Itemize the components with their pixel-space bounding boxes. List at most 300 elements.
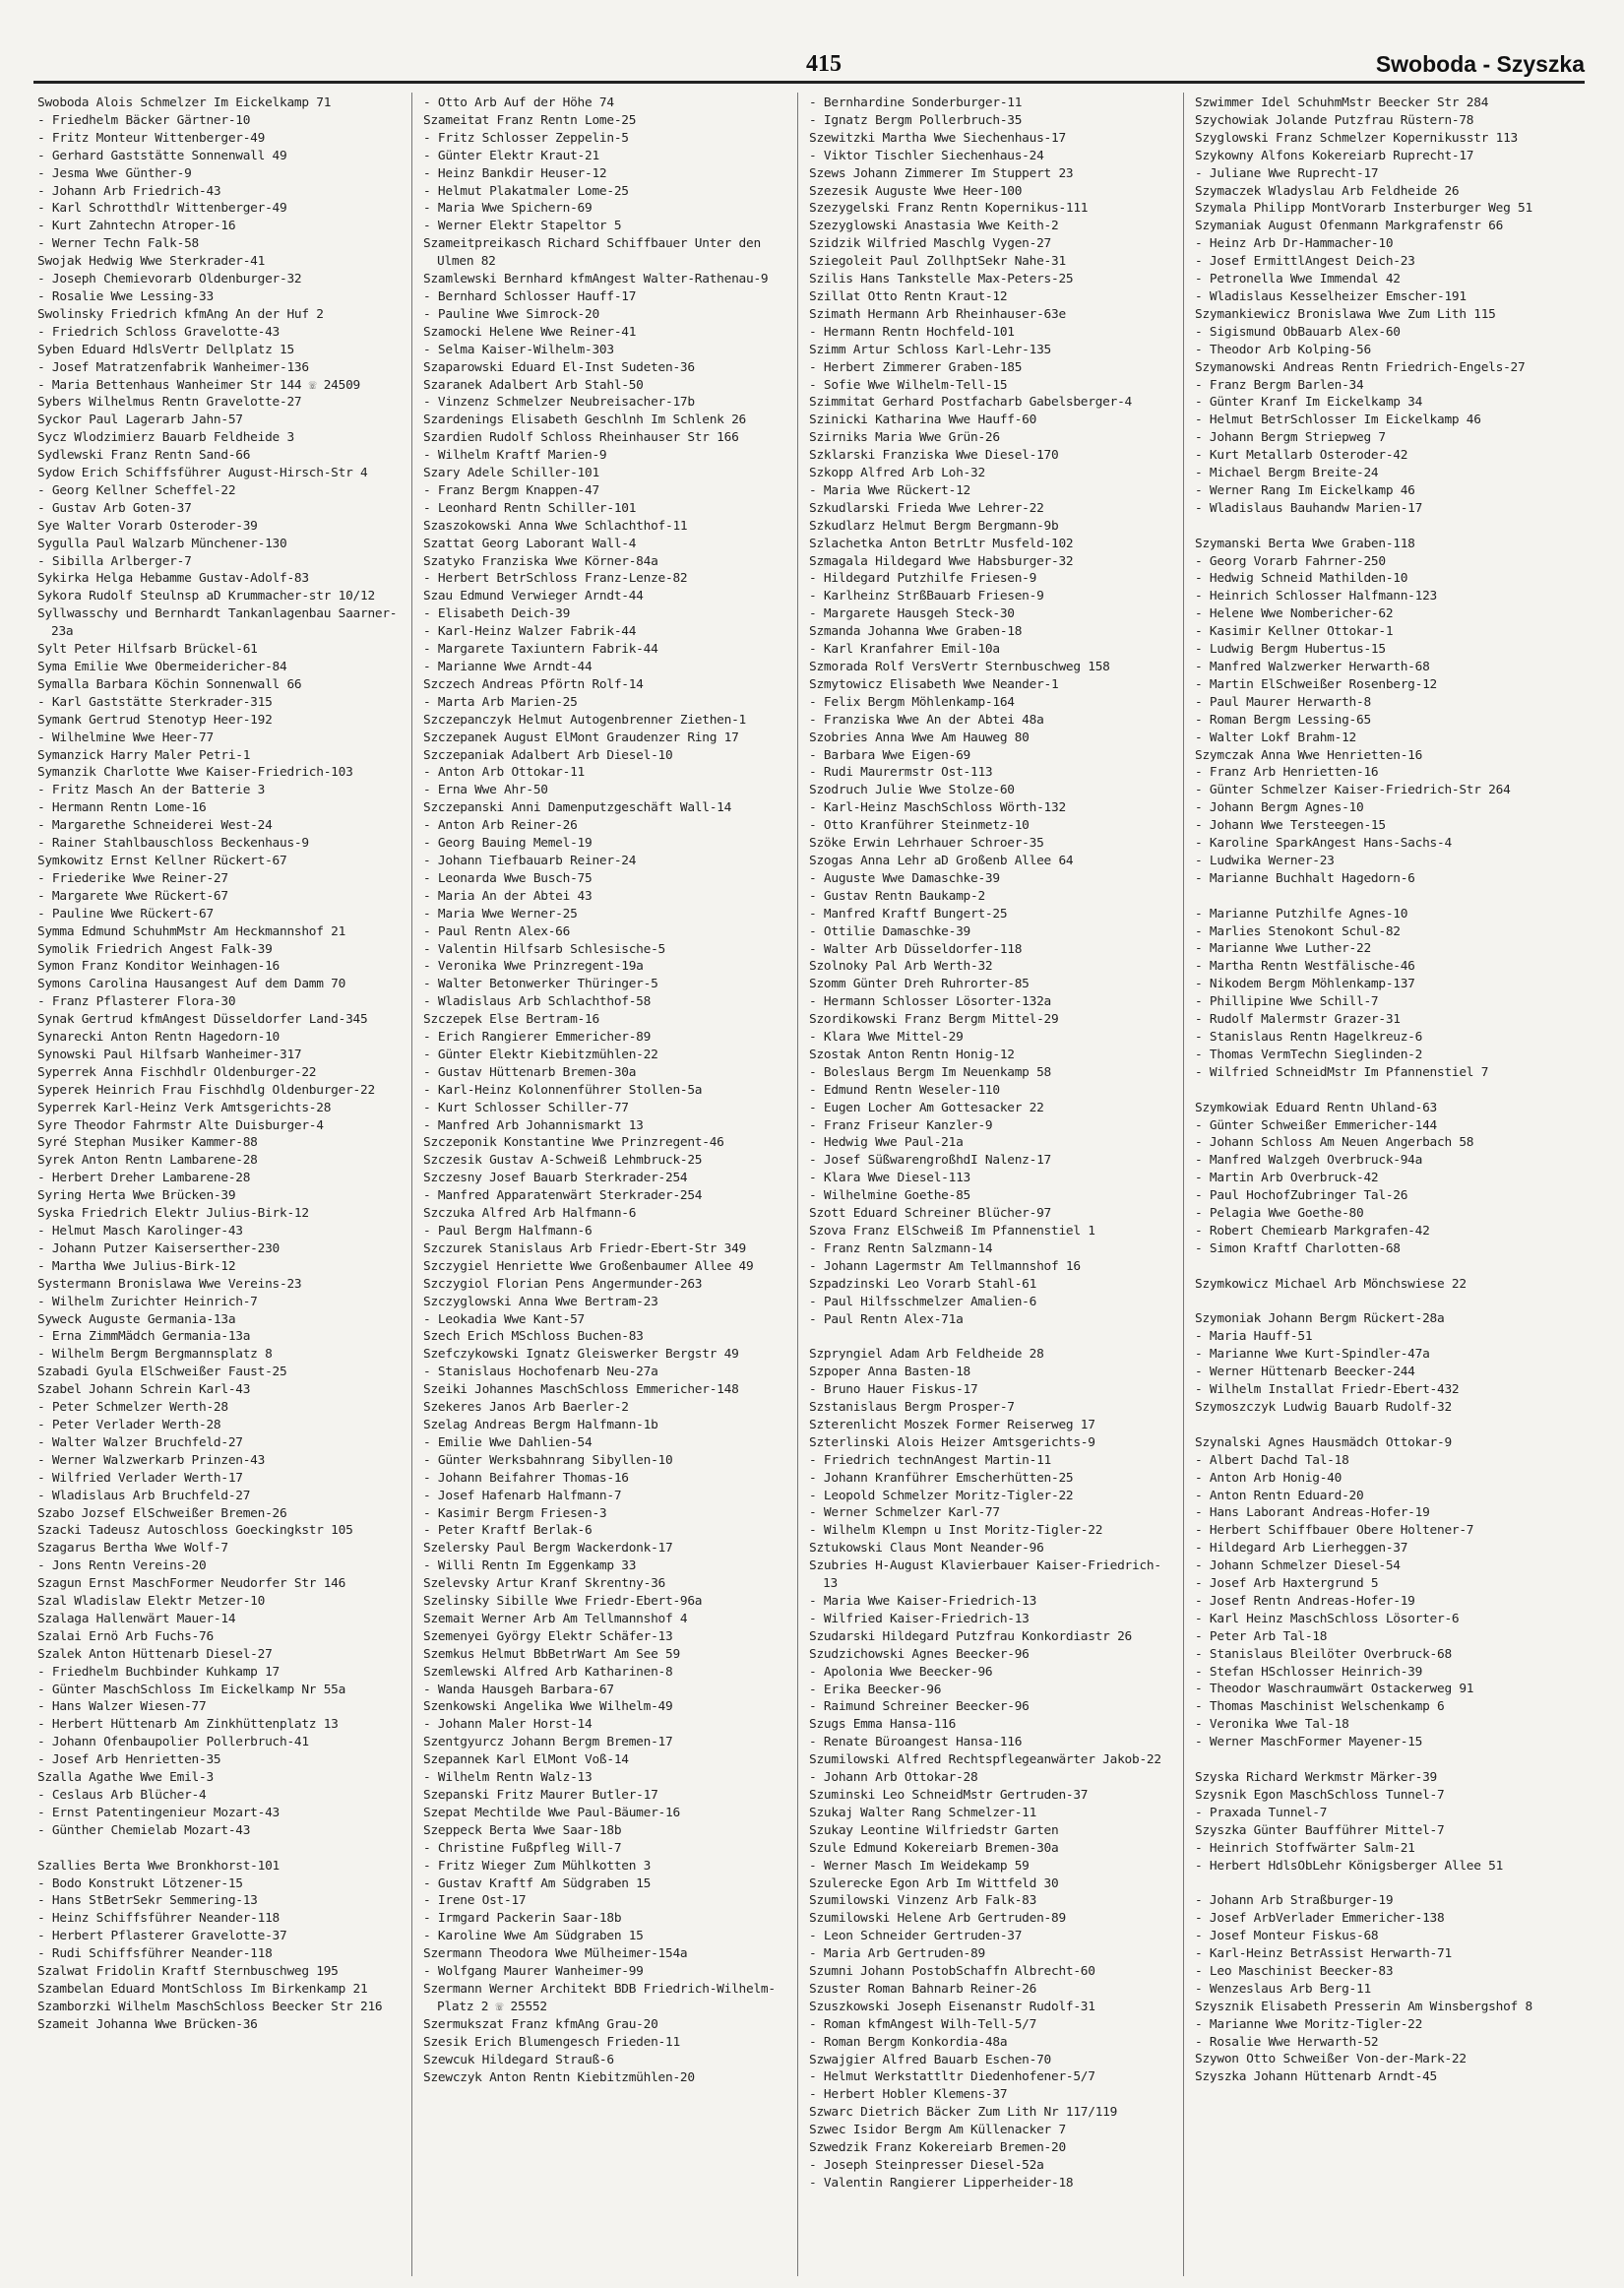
directory-entry: Szefczykowski Ignatz Gleiswerker Bergstr 49 xyxy=(423,1347,739,1363)
directory-entry: - Günther Chemielab Mozart-43 xyxy=(37,1822,251,1838)
directory-entry: Szesik Erich Blumengesch Frieden-11 xyxy=(423,2034,680,2050)
directory-entry: - Pelagia Wwe Goethe-80 xyxy=(1195,1206,1364,1222)
directory-entry: - Sigismund ObBauarb Alex-60 xyxy=(1195,324,1401,340)
directory-entry: Szentgyurcz Johann Bergm Bremen-17 xyxy=(423,1735,673,1750)
entry-spacer xyxy=(1195,1294,1557,1311)
directory-entry: - Bodo Konstrukt Lötzener-15 xyxy=(37,1875,243,1891)
directory-entry: Synak Gertrud kfmAngest Düsseldorfer Land-345 xyxy=(37,1012,368,1028)
directory-entry: - Werner Walzwerkarb Prinzen-43 xyxy=(37,1452,266,1468)
directory-entry: Szogas Anna Lehr aD Großenb Allee 64 xyxy=(809,853,1074,868)
directory-entry: Szymczak Anna Wwe Henrietten-16 xyxy=(1195,747,1423,763)
directory-entry: - Bruno Hauer Fiskus-17 xyxy=(809,1382,978,1398)
directory-entry: - Valentin Hilfsarb Schlesische-5 xyxy=(423,941,665,957)
directory-entry: - Karoline Wwe Am Südgraben 15 xyxy=(423,1929,644,1944)
directory-entry: Szelag Andreas Bergm Halfmann-1b xyxy=(423,1417,658,1432)
directory-entry: - Otto Kranführer Steinmetz-10 xyxy=(809,818,1030,834)
directory-entry: - Friedhelm Buchbinder Kuhkamp 17 xyxy=(37,1664,280,1680)
directory-entry: - Martin Arb Overbruck-42 xyxy=(1195,1171,1379,1186)
directory-entry: Sykora Rudolf Steulnsp aD Krummacher-str 10/12 xyxy=(37,589,375,604)
directory-entry: - Fritz Masch An der Batterie 3 xyxy=(37,783,266,798)
directory-entry: Szermann Werner Architekt BDB Friedrich-Wilhelm-Platz 2 ☏ 25552 xyxy=(423,1981,776,2014)
directory-entry: - Werner Masch Im Weidekamp 59 xyxy=(809,1858,1030,1874)
directory-entry: - Johann Wwe Tersteegen-15 xyxy=(1195,818,1386,834)
directory-entry: - Joseph Steinpresser Diesel-52a xyxy=(809,2158,1044,2174)
directory-entry: - Georg Vorarb Fahrner-250 xyxy=(1195,553,1386,569)
directory-entry: Szelersky Paul Bergm Wackerdonk-17 xyxy=(423,1541,673,1557)
directory-entry: - Leonhard Rentn Schiller-101 xyxy=(423,500,637,516)
directory-entry: - Albert Dachd Tal-18 xyxy=(1195,1452,1349,1468)
column-divider xyxy=(797,93,798,2276)
directory-entry: - Johann Arb Friedrich-43 xyxy=(37,183,221,199)
directory-entry: Szczygiol Florian Pens Angermunder-263 xyxy=(423,1276,703,1292)
directory-entry: Szimath Hermann Arb Rheinhauser-63e xyxy=(809,306,1066,322)
directory-entry: - Bernhard Schlosser Hauff-17 xyxy=(423,288,637,304)
directory-entry: - Kurt Schlosser Schiller-77 xyxy=(423,1100,629,1115)
directory-entry: Syperrek Anna Fischhdlr Oldenburger-22 xyxy=(37,1064,317,1080)
directory-entry: - Gustav Rentn Baukamp-2 xyxy=(809,888,985,904)
directory-entry: - Nikodem Bergm Möhlenkamp-137 xyxy=(1195,977,1415,992)
directory-entry: - Wanda Hausgeh Barbara-67 xyxy=(423,1682,614,1697)
entry-spacer xyxy=(1195,1082,1557,1100)
directory-entry: - Günter Schmelzer Kaiser-Friedrich-Str 264 xyxy=(1195,783,1511,798)
directory-entry: Szemlewski Alfred Arb Katharinen-8 xyxy=(423,1664,673,1680)
directory-entry: Szysnik Egon MaschSchloss Tunnel-7 xyxy=(1195,1787,1445,1803)
directory-entry: - Wilhelm Zurichter Heinrich-7 xyxy=(37,1294,258,1309)
directory-entry: Szimmitat Gerhard Postfacharb Gabelsberger-4 xyxy=(809,395,1132,411)
directory-entry: - Friedrich Schloss Gravelotte-43 xyxy=(37,324,280,340)
directory-entry: Szezyglowski Anastasia Wwe Keith-2 xyxy=(809,219,1059,234)
directory-entry: - Ceslaus Arb Blücher-4 xyxy=(37,1788,207,1803)
directory-entry: Swojak Hedwig Wwe Sterkrader-41 xyxy=(37,254,266,270)
directory-entry: - Herbert HdlsObLehr Königsberger Allee 51 xyxy=(1195,1858,1504,1874)
directory-entry: - Gustav Hüttenarb Bremen-30a xyxy=(423,1064,637,1080)
directory-entry: - Johann Lagermstr Am Tellmannshof 16 xyxy=(809,1258,1081,1274)
directory-entry: - Martha Rentn Westfälische-46 xyxy=(1195,959,1415,975)
running-head: Swoboda - Szyszka xyxy=(1375,51,1585,77)
directory-entry: - Johann Kranführer Emscherhütten-25 xyxy=(809,1470,1074,1486)
directory-entry: Szysznik Elisabeth Presserin Am Winsbergshof 8 xyxy=(1195,1999,1532,2014)
directory-entry: Szezygelski Franz Rentn Kopernikus-111 xyxy=(809,201,1089,217)
directory-entry: Syrek Anton Rentn Lambarene-28 xyxy=(37,1153,258,1169)
directory-entry: Szaparowski Eduard El-Inst Sudeten-36 xyxy=(423,359,695,375)
directory-entry: Syben Eduard HdlsVertr Dellplatz 15 xyxy=(37,342,294,357)
directory-entry: - Paul Maurer Herwarth-8 xyxy=(1195,694,1371,710)
directory-entry: - Christine Fußpfleg Will-7 xyxy=(423,1840,622,1856)
directory-entry: - Franziska Wwe An der Abtei 48a xyxy=(809,712,1044,728)
directory-entry: - Helene Wwe Nombericher-62 xyxy=(1195,606,1394,622)
directory-entry: - Elisabeth Deich-39 xyxy=(423,606,571,622)
directory-entry: Szczesik Gustav A-Schweiß Lehmbruck-25 xyxy=(423,1153,703,1169)
directory-entry: - Paul Rentn Alex-71a xyxy=(809,1311,964,1327)
directory-entry: Szamborzki Wilhelm MaschSchloss Beecker Str 216 xyxy=(37,1999,383,2014)
directory-entry: Szamocki Helene Wwe Reiner-41 xyxy=(423,324,637,340)
directory-entry: Szepannek Karl ElMont Voß-14 xyxy=(423,1752,629,1768)
directory-entry: Symons Carolina Hausangest Auf dem Damm 70 xyxy=(37,977,346,992)
directory-entry: Szatyko Franziska Wwe Körner-84a xyxy=(423,553,658,569)
directory-entry: - Praxada Tunnel-7 xyxy=(1195,1805,1328,1820)
directory-entry: Szabo Jozsef ElSchweißer Bremen-26 xyxy=(37,1505,287,1521)
directory-entry: - Karl-Heinz BetrAssist Herwarth-71 xyxy=(1195,1946,1452,1962)
directory-entry: - Hedwig Schneid Mathilden-10 xyxy=(1195,571,1408,587)
directory-entry: Szpadzinski Leo Vorarb Stahl-61 xyxy=(809,1276,1037,1292)
directory-entry: - Wolfgang Maurer Wanheimer-99 xyxy=(423,1964,644,1980)
directory-entry: Szmagala Hildegard Wwe Habsburger-32 xyxy=(809,553,1074,569)
directory-entry: Szelinsky Sibille Wwe Friedr-Ebert-96a xyxy=(423,1594,703,1610)
directory-entry: - Herbert Hobler Klemens-37 xyxy=(809,2087,1008,2103)
directory-entry: Synowski Paul Hilfsarb Wanheimer-317 xyxy=(37,1047,302,1062)
page-number: 415 xyxy=(806,51,842,77)
directory-entry: - Sibilla Arlberger-7 xyxy=(37,553,192,569)
directory-entry: Szczyglowski Anna Wwe Bertram-23 xyxy=(423,1294,658,1309)
directory-entry: - Leon Schneider Gertruden-37 xyxy=(809,1929,1023,1944)
directory-entry: - Maria Bettenhaus Wanheimer Str 144 ☏ 24509 xyxy=(37,377,360,393)
directory-entry: Szal Wladislaw Elektr Metzer-10 xyxy=(37,1594,266,1610)
directory-entry: Syckor Paul Lagerarb Jahn-57 xyxy=(37,413,243,428)
directory-entry: - Phillipine Wwe Schill-7 xyxy=(1195,994,1379,1010)
directory-entry: Syring Herta Wwe Brücken-39 xyxy=(37,1188,236,1204)
directory-entry: - Juliane Wwe Ruprecht-17 xyxy=(1195,165,1379,181)
directory-entry: Szott Eduard Schreiner Blücher-97 xyxy=(809,1206,1051,1222)
directory-entry: - Wilhelm Kraftf Marien-9 xyxy=(423,448,607,464)
directory-entry: - Pauline Wwe Rückert-67 xyxy=(37,906,214,922)
directory-entry: - Marlies Stenokont Schul-82 xyxy=(1195,923,1401,939)
directory-entry: Szwajgier Alfred Bauarb Eschen-70 xyxy=(809,2052,1051,2067)
directory-entry: - Simon Kraftf Charlotten-68 xyxy=(1195,1240,1401,1256)
directory-entry: - Herbert Hüttenarb Am Zinkhüttenplatz 13 xyxy=(37,1717,339,1733)
directory-entry: - Karl Kranfahrer Emil-10a xyxy=(809,642,1000,658)
directory-entry: Szumni Johann PostobSchaffn Albrecht-60 xyxy=(809,1964,1095,1980)
directory-entry: - Michael Bergm Breite-24 xyxy=(1195,466,1379,481)
directory-entry: Sydow Erich Schiffsführer August-Hirsch-Str 4 xyxy=(37,466,368,481)
directory-entry: - Barbara Wwe Eigen-69 xyxy=(809,747,970,763)
directory-entry: Szumilowski Helene Arb Gertruden-89 xyxy=(809,1911,1066,1927)
directory-entry: Szeppeck Berta Wwe Saar-18b xyxy=(423,1822,622,1838)
directory-entry: Szepat Mechtilde Wwe Paul-Bäumer-16 xyxy=(423,1805,680,1820)
directory-entry: - Johann Arb Straßburger-19 xyxy=(1195,1893,1394,1909)
directory-entry: - Erika Beecker-96 xyxy=(809,1682,942,1697)
directory-entry: Szalla Agathe Wwe Emil-3 xyxy=(37,1770,214,1786)
directory-entry: Szermukszat Franz kfmAng Grau-20 xyxy=(423,2016,658,2032)
directory-entry: Szpoper Anna Basten-18 xyxy=(809,1365,970,1380)
directory-entry: Szkudlarski Frieda Wwe Lehrer-22 xyxy=(809,500,1044,516)
directory-entry: Syweck Auguste Germania-13a xyxy=(37,1311,236,1327)
directory-entry: Symanzick Harry Maler Petri-1 xyxy=(37,747,251,763)
directory-entry: - Ludwika Werner-23 xyxy=(1195,853,1335,868)
directory-entry: Szeiki Johannes MaschSchloss Emmericher-148 xyxy=(423,1382,739,1398)
directory-entry: - Hans StBetrSekr Semmering-13 xyxy=(37,1893,258,1909)
directory-entry: Szklarski Franziska Wwe Diesel-170 xyxy=(809,448,1059,464)
directory-entry: Szalek Anton Hüttenarb Diesel-27 xyxy=(37,1646,273,1662)
directory-entry: - Josef ArbVerlader Emmericher-138 xyxy=(1195,1911,1445,1927)
directory-entry: - Anton Arb Honig-40 xyxy=(1195,1470,1343,1486)
directory-entry: Szodruch Julie Wwe Stolze-60 xyxy=(809,783,1015,798)
directory-entry: Szlachetka Anton BetrLtr Musfeld-102 xyxy=(809,536,1074,551)
directory-entry: - Georg Bauing Memel-19 xyxy=(423,836,593,852)
directory-entry: - Manfred Arb Johannismarkt 13 xyxy=(423,1117,644,1133)
directory-entry: Szterenlicht Moszek Former Reiserweg 17 xyxy=(809,1417,1095,1432)
directory-entry: - Günter Schweißer Emmericher-144 xyxy=(1195,1117,1437,1133)
directory-entry: Szambelan Eduard MontSchloss Im Birkenkamp 21 xyxy=(37,1981,368,1997)
directory-entry: - Johann Putzer Kaiserserther-230 xyxy=(37,1240,280,1256)
directory-entry: - Marianne Wwe Arndt-44 xyxy=(423,660,593,674)
directory-entry: - Kasimir Bergm Friesen-3 xyxy=(423,1505,607,1521)
directory-entry: - Margarete Taxiuntern Fabrik-44 xyxy=(423,642,658,658)
directory-entry: - Raimund Schreiner Beecker-96 xyxy=(809,1699,1030,1715)
directory-entry: Szumilowski Alfred Rechtspflegeanwärter Jakob-22 xyxy=(809,1752,1161,1768)
directory-entry: Szykowny Alfons Kokereiarb Ruprecht-17 xyxy=(1195,148,1474,163)
directory-entry: - Peter Schmelzer Werth-28 xyxy=(37,1400,228,1416)
directory-entry: Szilis Hans Tankstelle Max-Peters-25 xyxy=(809,272,1074,287)
directory-entry: - Werner Rang Im Eickelkamp 46 xyxy=(1195,482,1415,498)
directory-entry: - Werner MaschFormer Mayener-15 xyxy=(1195,1735,1423,1750)
directory-entry: Szinicki Katharina Wwe Hauff-60 xyxy=(809,413,1037,428)
directory-entry: - Stanislaus Bleilöter Overbruck-68 xyxy=(1195,1646,1452,1662)
directory-entry: - Günter Werksbahnrang Sibyllen-10 xyxy=(423,1452,673,1468)
directory-entry: - Peter Verlader Werth-28 xyxy=(37,1417,221,1432)
directory-entry: - Sofie Wwe Wilhelm-Tell-15 xyxy=(809,377,1008,393)
directory-entry: - Karoline SparkAngest Hans-Sachs-4 xyxy=(1195,836,1452,852)
directory-entry: Szudarski Hildegard Putzfrau Konkordiastr 26 xyxy=(809,1628,1132,1644)
entry-spacer xyxy=(37,1840,400,1858)
directory-entry: Sygulla Paul Walzarb Münchener-130 xyxy=(37,536,287,551)
directory-entry: - Heinz Bankdir Heuser-12 xyxy=(423,165,607,181)
directory-entry: Szameitpreikasch Richard Schiffbauer Unter den Ulmen 82 xyxy=(423,236,761,270)
directory-entry: Syma Emilie Wwe Obermeidericher-84 xyxy=(37,660,287,674)
directory-entry: Szöke Erwin Lehrhauer Schroer-35 xyxy=(809,836,1044,852)
directory-entry: Sziegoleit Paul ZollhptSekr Nahe-31 xyxy=(809,254,1066,270)
directory-entry: Szwedzik Franz Kokereiarb Bremen-20 xyxy=(809,2140,1066,2156)
directory-entry: - Erna Wwe Ahr-50 xyxy=(423,783,548,798)
directory-entry: - Günter Kranf Im Eickelkamp 34 xyxy=(1195,395,1423,411)
directory-entry: - Erich Rangierer Emmericher-89 xyxy=(423,1030,652,1046)
directory-entry: Szirniks Maria Wwe Grün-26 xyxy=(809,430,1000,446)
directory-entry: Syllwasschy und Bernhardt Tankanlagenbau Saarner-23a xyxy=(37,606,398,640)
directory-entry: Szczepanski Anni Damenputzgeschäft Wall-14 xyxy=(423,800,732,816)
directory-entry: - Paul Bergm Halfmann-6 xyxy=(423,1224,593,1239)
directory-entry: Szezesik Auguste Wwe Heer-100 xyxy=(809,183,1023,199)
directory-entry: Szymankiewicz Bronislawa Wwe Zum Lith 115 xyxy=(1195,306,1496,322)
directory-entry: - Theodor Waschraumwärt Ostackerweg 91 xyxy=(1195,1682,1474,1697)
directory-entry: - Jesma Wwe Günther-9 xyxy=(37,165,192,181)
directory-entry: - Otto Arb Auf der Höhe 74 xyxy=(423,95,614,110)
directory-entry: - Margarete Hausgeh Steck-30 xyxy=(809,606,1015,622)
directory-entry: Szczepanczyk Helmut Autogenbrenner Ziethen-1 xyxy=(423,712,746,728)
directory-entry: - Johann Maler Horst-14 xyxy=(423,1717,593,1733)
directory-entry: - Karl Schrotthdlr Wittenberger-49 xyxy=(37,201,287,217)
entry-spacer xyxy=(1195,1875,1557,1892)
directory-entry: - Heinrich Schlosser Halfmann-123 xyxy=(1195,589,1437,604)
directory-entry: Szenkowski Angelika Wwe Wilhelm-49 xyxy=(423,1699,673,1715)
directory-entry: - Gustav Kraftf Am Südgraben 15 xyxy=(423,1875,652,1891)
directory-entry: - Walter Arb Düsseldorfer-118 xyxy=(809,941,1023,957)
directory-entry: Szwarc Dietrich Bäcker Zum Lith Nr 117/119 xyxy=(809,2105,1118,2121)
header-rule xyxy=(33,81,1585,84)
directory-entry: Szelevsky Artur Kranf Skrentny-36 xyxy=(423,1576,665,1592)
directory-entry: Szemenyei György Elektr Schäfer-13 xyxy=(423,1628,673,1644)
directory-entry: - Marta Arb Marien-25 xyxy=(423,694,578,710)
directory-entry: - Roman kfmAngest Wilh-Tell-5/7 xyxy=(809,2016,1037,2032)
directory-entry: Szpryngiel Adam Arb Feldheide 28 xyxy=(809,1347,1044,1363)
directory-entry: Szemkus Helmut BbBetrWart Am See 59 xyxy=(423,1646,680,1662)
directory-entry: - Marianne Putzhilfe Agnes-10 xyxy=(1195,906,1408,922)
directory-entry: Szczygiel Henriette Wwe Großenbaumer Allee 49 xyxy=(423,1258,754,1274)
directory-entry: - Paul Rentn Alex-66 xyxy=(423,923,571,939)
directory-entry: Szalai Ernö Arb Fuchs-76 xyxy=(37,1628,214,1644)
directory-entry: Szugs Emma Hansa-116 xyxy=(809,1717,957,1733)
directory-entry: - Josef Monteur Fiskus-68 xyxy=(1195,1929,1379,1944)
directory-entry: Sylt Peter Hilfsarb Brückel-61 xyxy=(37,642,258,658)
directory-entry: Szterlinski Alois Heizer Amtsgerichts-9 xyxy=(809,1434,1095,1450)
directory-entry: Szalwat Fridolin Kraftf Sternbuschweg 195 xyxy=(37,1964,339,1980)
directory-entry: Szymoniak Johann Bergm Rückert-28a xyxy=(1195,1311,1445,1327)
directory-entry: - Hedwig Wwe Paul-21a xyxy=(809,1135,964,1151)
directory-entry: Szuminski Leo SchneidMstr Gertruden-37 xyxy=(809,1787,1089,1803)
directory-entry: - Boleslaus Bergm Im Neuenkamp 58 xyxy=(809,1064,1051,1080)
directory-entry: Szmorada Rolf VersVertr Sternbuschweg 158 xyxy=(809,660,1110,674)
directory-entry: Szary Adele Schiller-101 xyxy=(423,466,599,481)
directory-entry: Szamlewski Bernhard kfmAngest Walter-Rathenau-9 xyxy=(423,272,769,287)
directory-entry: Szczech Andreas Pförtn Rolf-14 xyxy=(423,676,644,692)
directory-entry: Symon Franz Konditor Weinhagen-16 xyxy=(37,959,280,975)
directory-entry: - Josef Arb Henrietten-35 xyxy=(37,1752,221,1768)
directory-entry: Szczeponik Konstantine Wwe Prinzregent-46 xyxy=(423,1135,724,1151)
directory-entry: - Herbert Zimmerer Graben-185 xyxy=(809,359,1023,375)
directory-entry: - Willi Rentn Im Eggenkamp 33 xyxy=(423,1558,637,1574)
directory-entry: Szywon Otto Schweißer Von-der-Mark-22 xyxy=(1195,2052,1467,2067)
directory-entry: - Theodor Arb Kolping-56 xyxy=(1195,342,1371,357)
directory-entry: - Johann Beifahrer Thomas-16 xyxy=(423,1470,629,1486)
directory-entry: Szabadi Gyula ElSchweißer Faust-25 xyxy=(37,1365,287,1380)
directory-entry: - Roman Bergm Lessing-65 xyxy=(1195,712,1371,728)
directory-entry: Szardien Rudolf Schloss Rheinhauser Str 166 xyxy=(423,430,739,446)
directory-entry: - Ernst Patentingenieur Mozart-43 xyxy=(37,1805,280,1820)
directory-entry: - Jons Rentn Vereins-20 xyxy=(37,1558,207,1574)
directory-entry: - Felix Bergm Möhlenkamp-164 xyxy=(809,694,1015,710)
directory-entry: - Johann Schloss Am Neuen Angerbach 58 xyxy=(1195,1135,1474,1151)
directory-entry: - Heinz Arb Dr-Hammacher-10 xyxy=(1195,236,1394,252)
directory-entry: Szymkowiak Eduard Rentn Uhland-63 xyxy=(1195,1100,1437,1115)
directory-entry: - Walter Walzer Bruchfeld-27 xyxy=(37,1434,243,1450)
directory-entry: - Leonarda Wwe Busch-75 xyxy=(423,870,593,886)
directory-entry: - Petronella Wwe Immendal 42 xyxy=(1195,272,1401,287)
directory-entry: - Vinzenz Schmelzer Neubreisacher-17b xyxy=(423,395,695,411)
directory-entry: Szobries Anna Wwe Am Hauweg 80 xyxy=(809,730,1030,745)
directory-entry: Szczepek Else Bertram-16 xyxy=(423,1012,599,1028)
directory-entry: - Martha Wwe Julius-Birk-12 xyxy=(37,1258,236,1274)
directory-entry: - Marianne Wwe Moritz-Tigler-22 xyxy=(1195,2016,1423,2032)
directory-entry: - Karl-Heinz MaschSchloss Wörth-132 xyxy=(809,800,1066,816)
entry-spacer xyxy=(809,1328,1171,1346)
directory-entry: - Veronika Wwe Tal-18 xyxy=(1195,1717,1349,1733)
directory-entry: - Wilhelm Klempn u Inst Moritz-Tigler-22 xyxy=(809,1523,1103,1539)
directory-entry: - Hildegard Arb Lierheggen-37 xyxy=(1195,1541,1408,1557)
directory-entry: - Maria Wwe Werner-25 xyxy=(423,906,578,922)
directory-entry: - Manfred Kraftf Bungert-25 xyxy=(809,906,1008,922)
directory-entry: - Rosalie Wwe Herwarth-52 xyxy=(1195,2034,1379,2050)
directory-entry: - Ludwig Bergm Hubertus-15 xyxy=(1195,642,1386,658)
directory-entry: - Johann Arb Ottokar-28 xyxy=(809,1770,978,1786)
directory-entry: - Maria Arb Gertruden-89 xyxy=(809,1946,985,1962)
directory-entry: - Leokadia Wwe Kant-57 xyxy=(423,1311,585,1327)
directory-entry: - Thomas VermTechn Sieglinden-2 xyxy=(1195,1047,1423,1062)
directory-entry: Szymaniak August Ofenmann Markgrafenstr 66 xyxy=(1195,219,1504,234)
directory-entry: Szillat Otto Rentn Kraut-12 xyxy=(809,288,1008,304)
directory-entry: - Johann Schmelzer Diesel-54 xyxy=(1195,1558,1401,1574)
directory-entry: - Ignatz Bergm Pollerbruch-35 xyxy=(809,112,1023,128)
directory-entry: - Günter MaschSchloss Im Eickelkamp Nr 55a xyxy=(37,1682,346,1697)
directory-entry: - Josef Rentn Andreas-Hofer-19 xyxy=(1195,1593,1415,1609)
directory-entry: Szova Franz ElSchweiß Im Pfannenstiel 1 xyxy=(809,1224,1095,1239)
directory-entry: - Leopold Schmelzer Moritz-Tigler-22 xyxy=(809,1488,1074,1503)
directory-entry: - Martin ElSchweißer Rosenberg-12 xyxy=(1195,676,1437,692)
directory-entry: Sycz Wlodzimierz Bauarb Feldheide 3 xyxy=(37,430,294,446)
directory-entry: - Friedrich technAngest Martin-11 xyxy=(809,1452,1051,1468)
directory-entry: Szczepaniak Adalbert Arb Diesel-10 xyxy=(423,747,673,763)
directory-entry: Syre Theodor Fahrmstr Alte Duisburger-4 xyxy=(37,1117,324,1133)
directory-entry: - Georg Kellner Scheffel-22 xyxy=(37,482,236,498)
directory-entry: - Johann Bergm Agnes-10 xyxy=(1195,800,1364,816)
directory-entry: - Apolonia Wwe Beecker-96 xyxy=(809,1664,993,1680)
directory-entry: Szynalski Agnes Hausmädch Ottokar-9 xyxy=(1195,1434,1452,1450)
directory-entry: Szermann Theodora Wwe Mülheimer-154a xyxy=(423,1946,688,1962)
directory-entry: Szacki Tadeusz Autoschloss Goeckingkstr 105 xyxy=(37,1523,353,1539)
directory-entry: - Margarete Wwe Rückert-67 xyxy=(37,888,228,904)
directory-entry: Szulerecke Egon Arb Im Wittfeld 30 xyxy=(809,1875,1059,1891)
directory-entry: - Josef Matratzenfabrik Wanheimer-136 xyxy=(37,359,309,375)
directory-entry: - Klara Wwe Mittel-29 xyxy=(809,1030,964,1046)
directory-entry: - Franz Arb Henrietten-16 xyxy=(1195,765,1379,781)
directory-entry: - Maria Wwe Spichern-69 xyxy=(423,201,593,217)
directory-entry: - Werner Hüttenarb Beecker-244 xyxy=(1195,1365,1415,1380)
directory-entry: Szczesny Josef Bauarb Sterkrader-254 xyxy=(423,1171,688,1186)
directory-entry: Szostak Anton Rentn Honig-12 xyxy=(809,1047,1015,1062)
directory-entry: - Walter Lokf Brahm-12 xyxy=(1195,730,1356,745)
directory-entry: - Werner Elektr Stapeltor 5 xyxy=(423,219,622,234)
directory-entry: Szattat Georg Laborant Wall-4 xyxy=(423,536,637,551)
directory-entry: Szabel Johann Schrein Karl-43 xyxy=(37,1382,251,1398)
directory-entry: - Marianne Wwe Luther-22 xyxy=(1195,941,1371,957)
directory-entry: Szyska Richard Werkmstr Märker-39 xyxy=(1195,1769,1437,1785)
directory-entry: - Fritz Wieger Zum Mühlkotten 3 xyxy=(423,1858,652,1874)
directory-entry: Szymaczek Wladyslau Arb Feldheide 26 xyxy=(1195,183,1460,199)
directory-entry: Szekeres Janos Arb Baerler-2 xyxy=(423,1400,629,1416)
directory-entry: - Franz Pflasterer Flora-30 xyxy=(37,994,236,1010)
directory-entry: - Edmund Rentn Weseler-110 xyxy=(809,1082,1000,1098)
directory-entry: Syré Stephan Musiker Kammer-88 xyxy=(37,1135,258,1151)
directory-entry: - Margarethe Schneiderei West-24 xyxy=(37,818,273,834)
directory-column-1 xyxy=(37,95,400,2270)
directory-entry: - Herbert Pflasterer Gravelotte-37 xyxy=(37,1929,287,1944)
directory-entry: - Günter Elektr Kraut-21 xyxy=(423,148,599,163)
directory-entry: Szymkowicz Michael Arb Mönchswiese 22 xyxy=(1195,1276,1467,1292)
directory-entry: Sydlewski Franz Rentn Sand-66 xyxy=(37,448,251,464)
entry-spacer xyxy=(1195,1751,1557,1769)
directory-entry: - Valentin Rangierer Lipperheider-18 xyxy=(809,2175,1074,2191)
directory-entry: - Josef Hafenarb Halfmann-7 xyxy=(423,1488,622,1503)
directory-entry: Szewczyk Anton Rentn Kiebitzmühlen-20 xyxy=(423,2069,695,2085)
directory-entry: - Franz Rentn Salzmann-14 xyxy=(809,1240,993,1256)
directory-entry: - Herbert Dreher Lambarene-28 xyxy=(37,1171,251,1186)
directory-entry: Symanzik Charlotte Wwe Kaiser-Friedrich-103 xyxy=(37,765,353,781)
directory-entry: Szalaga Hallenwärt Mauer-14 xyxy=(37,1611,236,1626)
directory-entry: - Karl Heinz MaschSchloss Lösorter-6 xyxy=(1195,1611,1460,1626)
directory-entry: Sybers Wilhelmus Rentn Gravelotte-27 xyxy=(37,395,302,411)
directory-entry: - Maria Wwe Rückert-12 xyxy=(809,482,970,498)
directory-entry: - Wenzeslaus Arb Berg-11 xyxy=(1195,1981,1371,1997)
directory-entry: Szwec Isidor Bergm Am Küllenacker 7 xyxy=(809,2123,1066,2138)
directory-column-4 xyxy=(1195,95,1557,2270)
directory-entry: - Walter Betonwerker Thüringer-5 xyxy=(423,977,658,992)
